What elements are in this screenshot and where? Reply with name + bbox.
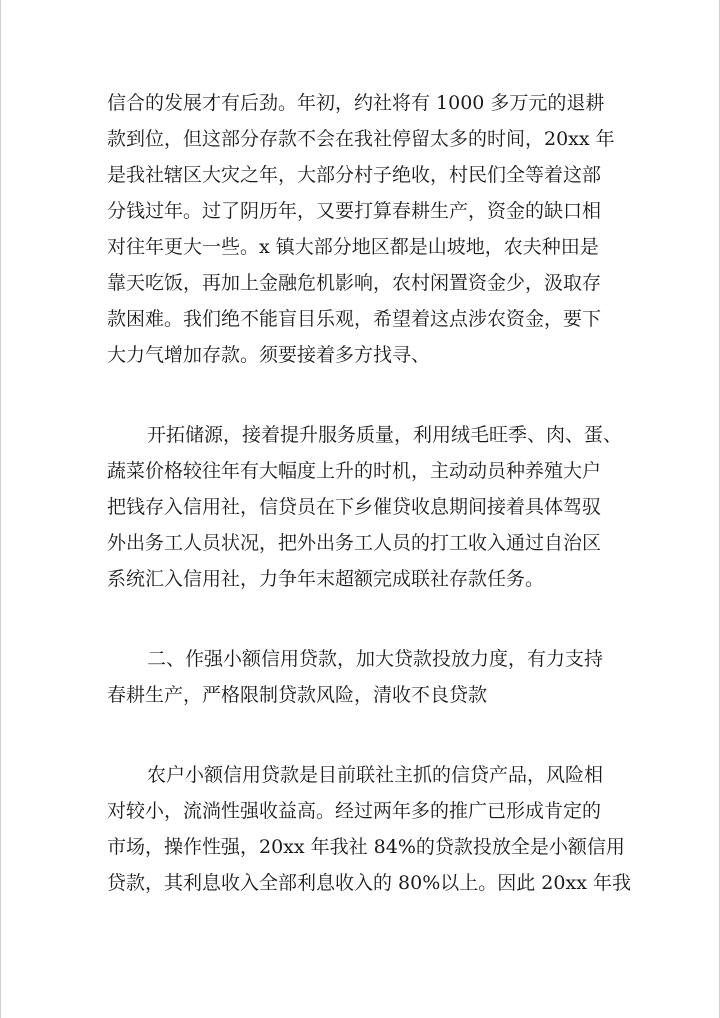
text-line: 对往年更大一些。x 镇大部分地区都是山坡地，农夫种田是 (107, 236, 599, 258)
text-line: 大力气增加存款。须要接着多方找寻、 (107, 344, 431, 366)
text-line: 靠天吃饭，再加上金融危机影响，农村闲置资金少，汲取存 (107, 272, 602, 294)
text-line: 款到位，但这部分存款不会在我社停留太多的时间，20xx 年 (107, 128, 615, 150)
text-line: 信合的发展才有后劲。年初，约社将有 1000 多万元的退耕 (107, 92, 605, 114)
text-line: 把钱存入信用社，信贷员在下乡催贷收息期间接着具体驾驭 (107, 496, 602, 518)
paragraph-4 (107, 757, 631, 901)
paragraph-2 (107, 417, 623, 597)
text-line: 蔬菜价格较往年有大幅度上升的时机，主动动员种养殖大户 (107, 460, 602, 482)
text-line: 对较小，流淌性强收益高。经过两年多的推广已形成肯定的 (107, 800, 602, 822)
text-line: 农户小额信用贷款是目前联社主抓的信贷产品，风险相 (147, 764, 604, 786)
text-line: 市场，操作性强，20xx 年我社 84%的贷款投放全是小额信用 (107, 836, 625, 858)
document-body (107, 85, 631, 901)
text-line: 系统汇入信用社，力争年末超额完成联社存款任务。 (107, 568, 545, 590)
section-heading (107, 641, 613, 713)
paragraph-spacer (107, 373, 613, 417)
text-line: 春耕生产，严格限制贷款风险，清收不良贷款 (107, 684, 488, 706)
text-line: 二、作强小额信用贷款，加大贷款投放力度，有力支持 (147, 648, 604, 670)
paragraph-spacer (107, 597, 613, 641)
text-line: 分钱过年。过了阴历年，又要打算春耕生产，资金的缺口相 (107, 200, 602, 222)
text-line: 款困难。我们绝不能盲目乐观，希望着这点涉农资金，要下 (107, 308, 602, 330)
text-line: 开拓储源，接着提升服务质量，利用绒毛旺季、肉、蛋、 (147, 424, 623, 446)
text-line: 是我社辖区大灾之年，大部分村子绝收，村民们全等着这部 (107, 164, 602, 186)
paragraph-spacer (107, 713, 613, 757)
text-line: 贷款，其利息收入全部利息收入的 80%以上。因此 20xx 年我 (107, 872, 631, 894)
text-line: 外出务工人员状况，把外出务工人员的打工收入通过自治区 (107, 532, 602, 554)
paragraph-1 (107, 85, 613, 373)
